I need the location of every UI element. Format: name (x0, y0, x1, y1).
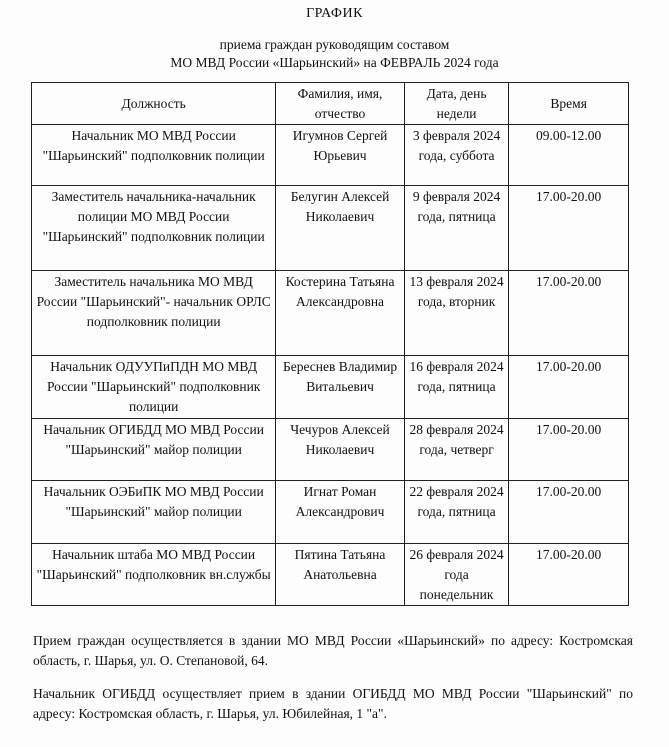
cell-name: Игумнов Сергей Юрьевич (276, 125, 404, 186)
document-title: ГРАФИК (306, 6, 363, 21)
cell-time: 09.00-12.00 (509, 125, 629, 186)
cell-name: Береснев Владимир Витальевич (276, 356, 404, 419)
cell-time: 17.00-20.00 (509, 419, 629, 481)
cell-time: 17.00-20.00 (509, 544, 629, 606)
table-row (32, 481, 629, 544)
document-subtitle-line1: приема граждан руководящим составом (219, 37, 450, 52)
table-row (32, 125, 629, 186)
table-row (32, 356, 629, 419)
cell-position: Начальник МО МВД России "Шарьинский" подполковник полиции (32, 125, 276, 186)
gibdd-address-note: Начальник ОГИБДД осуществляет прием в здании ОГИБДД МО МВД России "Шарьинский" по адресу: Костромская область, г. Шарья, ул. Юбилейная, 1 "а". (33, 686, 633, 721)
cell-position: Заместитель начальника-начальник полиции МО МВД России "Шарьинский" подполковник полиции (32, 186, 276, 271)
cell-date: 3 февраля 2024 года, суббота (404, 125, 509, 186)
schedule-table (31, 82, 629, 606)
cell-position: Заместитель начальника МО МВД России "Шарьинский"- начальник ОРЛС подполковник полиции (32, 271, 276, 356)
cell-time: 17.00-20.00 (509, 186, 629, 271)
cell-position: Начальник ОЭБиПК МО МВД России "Шарьинский" майор полиции (32, 481, 276, 544)
cell-date: 13 февраля 2024 года, вторник (404, 271, 509, 356)
cell-date: 22 февраля 2024 года, пятница (404, 481, 509, 544)
cell-position: Начальник ОДУУПиПДН МО МВД России "Шарьинский" подполковник полиции (32, 356, 276, 419)
cell-date: 28 февраля 2024 года, четверг (404, 419, 509, 481)
cell-name: Костерина Татьяна Александровна (276, 271, 404, 356)
table-row (32, 186, 629, 271)
reception-address-note: Прием граждан осуществляется в здании МО МВД России «Шарьинский» по адресу: Костромская область, г. Шарья, ул. О. Степановой, 64. (33, 633, 633, 668)
column-header-date: Дата, день недели (404, 83, 509, 125)
table-row (32, 271, 629, 356)
column-header-name: Фамилия, имя, отчество (276, 83, 404, 125)
table-header-row (32, 83, 629, 125)
cell-date: 16 февраля 2024 года, пятница (404, 356, 509, 419)
cell-name: Чечуров Алексей Николаевич (276, 419, 404, 481)
cell-time: 17.00-20.00 (509, 481, 629, 544)
cell-date: 26 февраля 2024 года понедельник (404, 544, 509, 606)
cell-position: Начальник штаба МО МВД России "Шарьинский" подполковник вн.службы (32, 544, 276, 606)
table-row (32, 419, 629, 481)
cell-position: Начальник ОГИБДД МО МВД России "Шарьинский" майор полиции (32, 419, 276, 481)
cell-name: Пятина Татьяна Анатольевна (276, 544, 404, 606)
cell-name: Белугин Алексей Николаевич (276, 186, 404, 271)
document-subtitle-line2: МО МВД России «Шарьинский» на ФЕВРАЛЬ 2024 года (170, 55, 499, 70)
column-header-time: Время (509, 83, 629, 125)
table-row (32, 544, 629, 606)
cell-date: 9 февраля 2024 года, пятница (404, 186, 509, 271)
column-header-position: Должность (32, 83, 276, 125)
cell-time: 17.00-20.00 (509, 356, 629, 419)
cell-name: Игнат Роман Александрович (276, 481, 404, 544)
cell-time: 17.00-20.00 (509, 271, 629, 356)
